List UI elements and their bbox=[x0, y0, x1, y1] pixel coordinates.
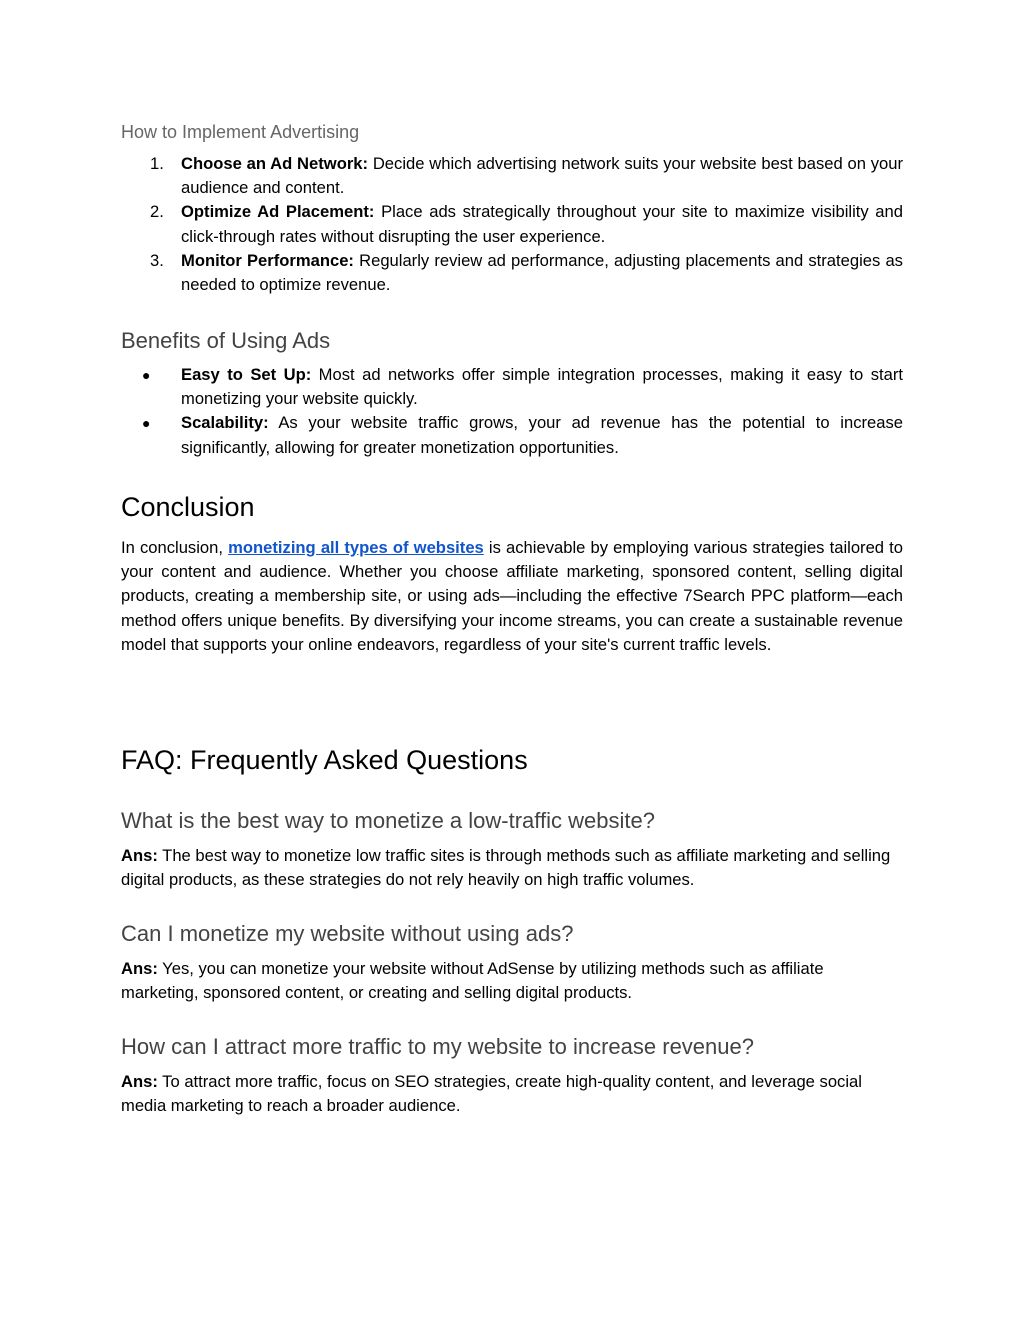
implement-list bbox=[121, 152, 903, 297]
faq-answer-2 bbox=[121, 957, 903, 1005]
benefits-heading: Benefits of Using Ads bbox=[121, 328, 331, 353]
faq-heading: FAQ: Frequently Asked Questions bbox=[121, 745, 528, 775]
faq-question-3: How can I attract more traffic to my website to increase revenue? bbox=[121, 1034, 754, 1059]
bullet-icon: ● bbox=[142, 367, 151, 383]
list-number: 1. bbox=[150, 154, 164, 173]
bullet-icon: ● bbox=[142, 415, 151, 432]
answer-text: Yes, you can monetize your website without AdSense by utilizing methods such as affiliate marketing, sponsored content, or creating and selling digital products. bbox=[121, 959, 824, 1003]
list-item bbox=[121, 363, 903, 411]
item-title: Choose an Ad Network: bbox=[181, 154, 369, 173]
item-title: Monitor Performance: bbox=[181, 250, 354, 270]
list-item bbox=[121, 249, 903, 297]
conclusion-rest: is achievable by employing various strategies tailored to your content and audience. Whether you choose affiliate marketing, sponsored content, selling digital products, creating a membership site, or using ads—including the effective 7Search PPC platform—each method offers unique benefits. By diversifying your income streams, you can create a sustainable revenue model that supports your online endeavors, regardless of your site's current traffic levels. bbox=[121, 538, 904, 654]
answer-label: Ans: bbox=[121, 1072, 158, 1091]
item-title: Easy to Set Up: bbox=[181, 365, 312, 384]
list-item bbox=[121, 411, 903, 459]
conclusion-heading: Conclusion bbox=[121, 492, 255, 522]
item-text: Most ad networks offer simple integration processes, making it easy to start monetizing your website quickly. bbox=[181, 365, 903, 409]
list-number: 3. bbox=[150, 250, 164, 270]
item-text: Regularly review ad performance, adjusting placements and strategies as needed to optimize revenue. bbox=[181, 250, 903, 295]
implement-heading: How to Implement Advertising bbox=[121, 122, 360, 142]
item-text: Place ads strategically throughout your site to maximize visibility and click-through rates without disrupting the user experience. bbox=[181, 202, 903, 246]
list-number: 2. bbox=[150, 202, 164, 222]
benefits-list bbox=[121, 363, 903, 460]
list-item bbox=[121, 200, 903, 248]
item-title: Optimize Ad Placement: bbox=[181, 202, 375, 222]
item-text: Decide which advertising network suits your website best based on your audience and content. bbox=[181, 154, 903, 198]
answer-label: Ans: bbox=[121, 959, 158, 978]
item-text: As your website traffic grows, your ad revenue has the potential to increase significantly, allowing for greater monetization opportunities. bbox=[181, 413, 903, 457]
monetizing-link[interactable]: monetizing all types of websites bbox=[228, 538, 484, 557]
answer-label: Ans: bbox=[121, 846, 158, 865]
answer-text: The best way to monetize low traffic sites is through methods such as affiliate marketing and selling digital products, as these strategies do not rely heavily on high traffic volumes. bbox=[121, 846, 891, 890]
faq-question-1: What is the best way to monetize a low-traffic website? bbox=[121, 808, 655, 833]
faq-answer-3 bbox=[121, 1070, 903, 1118]
conclusion-paragraph bbox=[121, 536, 903, 657]
list-item bbox=[121, 152, 903, 200]
answer-text: To attract more traffic, focus on SEO strategies, create high-quality content, and leverage social media marketing to reach a broader audience. bbox=[121, 1072, 862, 1116]
faq-answer-1 bbox=[121, 844, 903, 892]
item-title: Scalability: bbox=[181, 413, 269, 433]
faq-question-2: Can I monetize my website without using ads? bbox=[121, 921, 574, 946]
conclusion-lead: In conclusion, bbox=[121, 538, 229, 557]
